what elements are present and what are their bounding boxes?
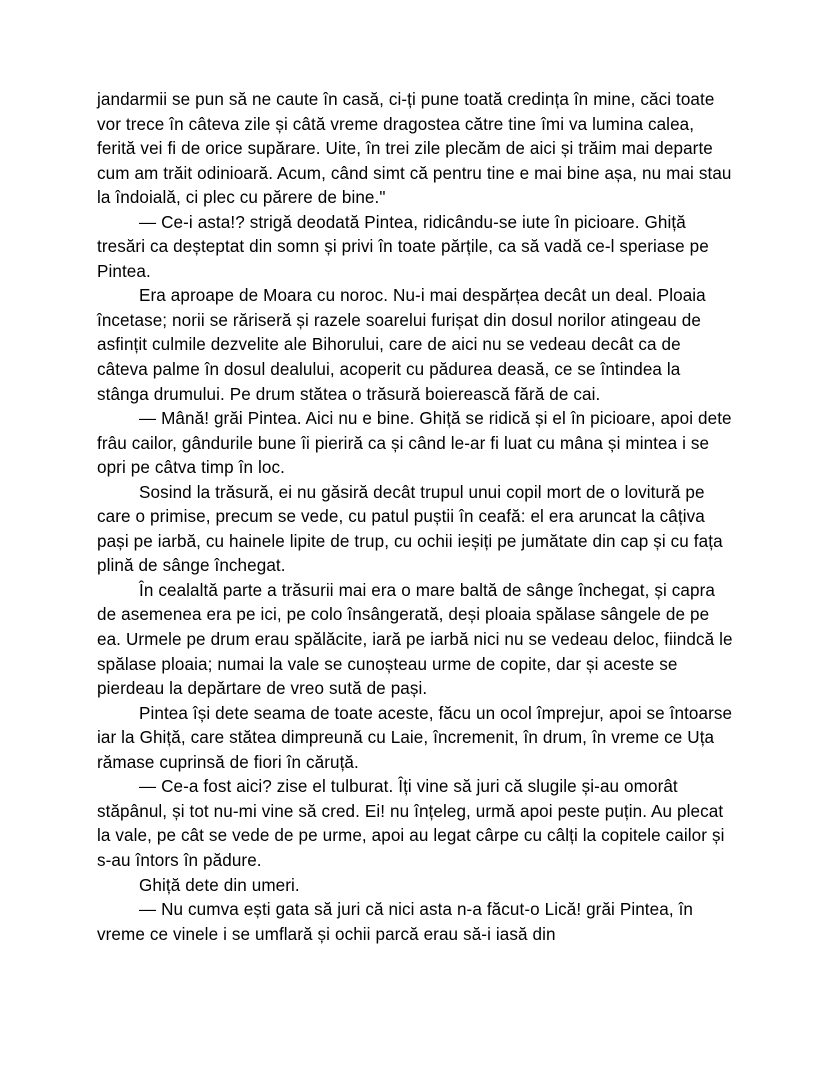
paragraph: Pintea își dete seama de toate aceste, făcu un ocol împrejur, apoi se întoarse iar la Ghiță, care stătea dimpreună cu Laie, încremenit, în drum, în vreme ce Uța rămase cuprinsă de fiori în căruță. xyxy=(97,703,733,772)
paragraph: Ghiță dete din umeri. xyxy=(139,875,300,895)
paragraph: — Ce-a fost aici? zise el tulburat. Îți vine să juri că slugile și-au omorât stăpânul, și tot nu-mi vine să cred. Ei! nu înțeleg, urmă apoi peste puțin. Au plecat la vale, pe cât se vede de pe urme, apoi au legat cârpe cu câlți la copitele cailor și s-au întors în pădure. xyxy=(97,777,725,870)
paragraph: — Mână! grăi Pintea. Aici nu e bine. Ghiță se ridică și el în picioare, apoi dete frâu cailor, gândurile bune îi pieriră ca și când le-ar fi luat cu mâna și mintea i se opri pe câtva timp în loc. xyxy=(97,409,732,478)
paragraph: — Ce-i asta!? strigă deodată Pintea, ridicându-se iute în picioare. Ghiță tresări ca deșteptat din somn și privi în toate părțile, ca să vadă ce-l speriase pe Pintea. xyxy=(97,212,709,281)
paragraph: În cealaltă parte a trăsurii mai era o mare baltă de sânge închegat, și capra de asemenea era pe ici, pe colo însângerată, deși ploaia spălase sângele de pe ea. Urmele pe drum erau spălăcite, iară pe iarbă nici nu se vedeau deloc, fiindcă le spălase ploaia; numai la vale se cunoșteau urme de copite, dar și aceste se pierdeau la depărtare de vreo sută de pași. xyxy=(97,580,733,699)
paragraph: — Nu cumva ești gata să juri că nici asta n-a făcut-o Lică! grăi Pintea, în vreme ce vinele i se umflară și ochii parcă erau să-i iasă din xyxy=(97,900,694,944)
text-column xyxy=(97,88,735,947)
paragraph: Sosind la trăsură, ei nu găsiră decât trupul unui copil mort de o lovitură pe care o primise, precum se vede, cu patul puștii în ceafă: el era aruncat la câțiva pași pe iarbă, cu hainele lipite de trup, cu ochii ieșiți pe jumătate din cap și cu fața plină de sânge închegat. xyxy=(97,482,723,576)
paragraph: Era aproape de Moara cu noroc. Nu-i mai despărțea decât un deal. Ploaia încetase; norii se răriseră și razele soarelui furișat din dosul norilor atingeau de asfințit culmile dezvelite ale Bihorului, care de aici nu se vedeau decât ca de câteva palme în dosul dealului, acoperit cu pădurea deasă, ce se întindea la stânga drumului. Pe drum stătea o trăsură boierească fără de cai. xyxy=(97,286,706,404)
paragraph: jandarmii se pun să ne caute în casă, ci-ți pune toată credința în mine, căci toate vor trece în câteva zile și câtă vreme dragostea către tine îmi va lumina calea, ferită vei fi de orice supărare. Uite, în trei zile plecăm de aici și trăim mai departe cum am trăit odinioară. Acum, când simt că pentru tine e mai bine așa, nu mai stau la îndoială, ci plec cu părere de bine." xyxy=(97,90,732,208)
